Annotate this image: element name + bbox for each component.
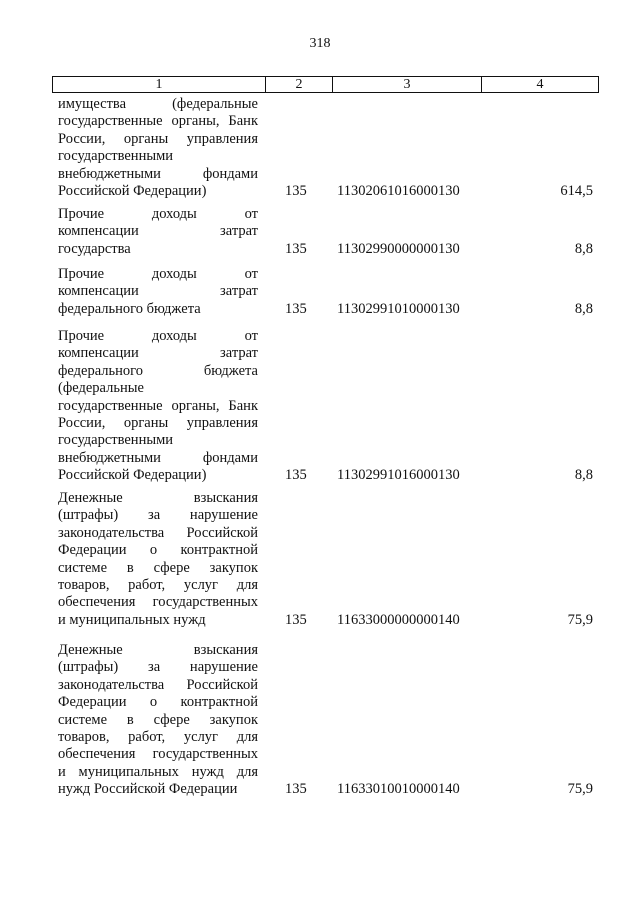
description-line: государственными bbox=[58, 432, 174, 449]
budget-classification-code: 11302061016000130 bbox=[337, 183, 460, 199]
description-line: федерального бюджета bbox=[58, 362, 258, 379]
description-line: Денежные взыскания bbox=[58, 490, 258, 506]
admin-code: 135 bbox=[285, 183, 307, 199]
description-line: (федеральные bbox=[58, 380, 144, 397]
description-line: федерального бюджета bbox=[58, 300, 201, 317]
description-line: компенсации затрат bbox=[58, 283, 258, 300]
description-line: России, органы управления bbox=[58, 130, 258, 147]
budget-classification-code: 11302991016000130 bbox=[337, 467, 460, 484]
amount: 8,8 bbox=[574, 467, 593, 484]
description-line: нужд Российской Федерации bbox=[58, 781, 238, 798]
admin-code: 135 bbox=[285, 300, 307, 317]
description-line: Прочие доходы от bbox=[58, 328, 258, 344]
description-line: Прочие доходы от bbox=[58, 206, 258, 222]
amount: 75,9 bbox=[567, 611, 593, 628]
amount: 614,5 bbox=[560, 183, 593, 199]
admin-code: 135 bbox=[285, 240, 307, 257]
page-number: 318 bbox=[309, 36, 331, 51]
description-line: Российской Федерации) bbox=[58, 183, 207, 200]
description-line: компенсации затрат bbox=[58, 345, 258, 362]
row-description bbox=[58, 96, 258, 200]
description-line: Прочие доходы от bbox=[58, 266, 258, 282]
row-description bbox=[58, 328, 258, 485]
budget-classification-code: 11633010010000140 bbox=[337, 781, 460, 798]
table-header bbox=[52, 76, 599, 93]
description-line: (штрафы) за нарушение bbox=[58, 659, 258, 676]
description-line: внебюджетными фондами bbox=[58, 165, 258, 182]
description-line: и муниципальных нужд для bbox=[58, 763, 258, 780]
amount: 75,9 bbox=[567, 781, 593, 798]
row-description bbox=[58, 642, 258, 799]
column-header-4: 4 bbox=[536, 77, 544, 92]
amount: 8,8 bbox=[574, 240, 593, 257]
description-line: внебюджетными фондами bbox=[58, 449, 258, 466]
budget-classification-code: 11302990000000130 bbox=[337, 240, 460, 257]
description-line: России, органы управления bbox=[58, 415, 258, 432]
description-line: Федерации о контрактной bbox=[58, 542, 258, 559]
description-line: государственные органы, Банк bbox=[58, 397, 258, 414]
amount: 8,8 bbox=[574, 300, 593, 317]
description-line: имущества (федеральные bbox=[58, 96, 258, 112]
row-description bbox=[58, 206, 258, 258]
description-line: государственными bbox=[58, 148, 174, 165]
description-line: государственные органы, Банк bbox=[58, 113, 258, 130]
description-line: законодательства Российской bbox=[58, 676, 258, 693]
description-line: системе в сфере закупок bbox=[58, 559, 258, 576]
column-header-2: 2 bbox=[266, 77, 333, 92]
description-line: государства bbox=[58, 240, 131, 257]
column-header-1: 1 bbox=[53, 77, 266, 92]
description-line: (штрафы) за нарушение bbox=[58, 507, 258, 524]
row-description bbox=[58, 266, 258, 318]
description-line: и муниципальных нужд bbox=[58, 611, 206, 628]
description-line: компенсации затрат bbox=[58, 223, 258, 240]
description-line: товаров, работ, услуг для bbox=[58, 729, 258, 746]
column-header-3: 3 bbox=[333, 77, 482, 92]
admin-code: 135 bbox=[285, 781, 307, 798]
description-line: системе в сфере закупок bbox=[58, 711, 258, 728]
description-line: Денежные взыскания bbox=[58, 642, 258, 658]
description-line: обеспечения государственных bbox=[58, 746, 258, 763]
description-line: обеспечения государственных bbox=[58, 594, 258, 611]
description-line: товаров, работ, услуг для bbox=[58, 577, 258, 594]
row-description bbox=[58, 490, 258, 629]
budget-classification-code: 11633000000000140 bbox=[337, 611, 460, 628]
admin-code: 135 bbox=[285, 611, 307, 628]
description-line: законодательства Российской bbox=[58, 524, 258, 541]
admin-code: 135 bbox=[285, 467, 307, 484]
description-line: Федерации о контрактной bbox=[58, 694, 258, 711]
description-line: Российской Федерации) bbox=[58, 467, 207, 484]
budget-classification-code: 11302991010000130 bbox=[337, 300, 460, 317]
